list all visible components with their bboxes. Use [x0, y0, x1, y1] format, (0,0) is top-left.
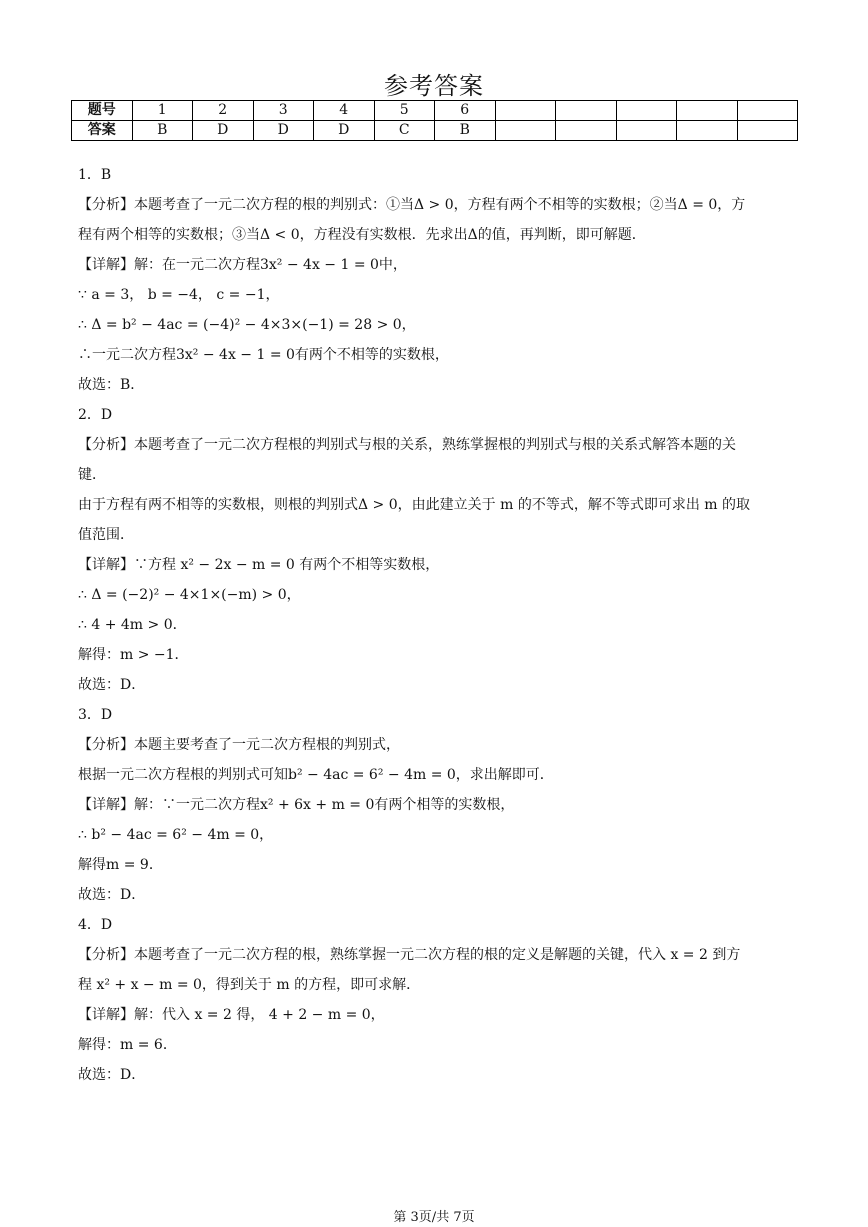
- analysis-text: 值范围．: [78, 527, 134, 543]
- choice-answer: 故选：D．: [78, 887, 146, 903]
- table-cell: 2: [193, 101, 254, 121]
- table-cell: 4: [314, 101, 375, 121]
- analysis-text: 程有两个相等的实数根；③当Δ < 0，方程没有实数根．先求出Δ的值，再判断，即可解题．: [78, 227, 646, 243]
- table-cell: [737, 101, 798, 121]
- table-cell: 1: [132, 101, 193, 121]
- solution-step: 解得m = 9．: [78, 857, 163, 873]
- table-cell: 5: [374, 101, 435, 121]
- question-number: 3．D: [78, 707, 113, 723]
- table-cell: 3: [253, 101, 314, 121]
- table-cell: [616, 121, 677, 141]
- answer-table: [71, 100, 798, 141]
- table-cell: [677, 101, 738, 121]
- solution-step: ∴ 4 + 4m > 0．: [78, 617, 187, 633]
- table-cell: [737, 121, 798, 141]
- table-header-cell: 答案: [72, 121, 133, 141]
- solution-step: ∴ Δ = b² − 4ac = (−4)² − 4×3×(−1) = 28 > 0，: [78, 317, 416, 333]
- table-row-numbers: [72, 101, 798, 121]
- analysis-text: 键．: [78, 467, 106, 483]
- solution-body: [78, 160, 800, 1090]
- table-cell: [556, 121, 617, 141]
- solution-step: 【详解】解：∵一元二次方程x² + 6x + m = 0有两个相等的实数根，: [78, 797, 515, 813]
- solution-step: ∴ Δ = (−2)² − 4×1×(−m) > 0，: [78, 587, 301, 603]
- analysis-text: 【分析】本题考查了一元二次方程根的判别式与根的关系，熟练掌握根的判别式与根的关系式解答本题的关: [78, 437, 736, 453]
- solution-step: 解得：m = 6．: [78, 1037, 177, 1053]
- analysis-text: 【分析】本题主要考查了一元二次方程根的判别式，: [78, 737, 400, 753]
- choice-answer: 故选：D．: [78, 1067, 146, 1083]
- solution-step: ∴一元二次方程3x² − 4x − 1 = 0有两个不相等的实数根，: [78, 347, 449, 363]
- table-cell: D: [314, 121, 375, 141]
- question-number: 4．D: [78, 917, 113, 933]
- solution-step: 【详解】∵方程 x² − 2x − m = 0 有两个不相等实数根，: [78, 557, 440, 573]
- solution-step: 【详解】解：代入 x = 2 得， 4 + 2 − m = 0，: [78, 1007, 385, 1023]
- table-row-answers: [72, 121, 798, 141]
- table-cell: [495, 121, 556, 141]
- analysis-text: 【分析】本题考查了一元二次方程的根的判别式：①当Δ > 0，方程有两个不相等的实数根；②当Δ = 0，方: [78, 197, 746, 213]
- analysis-text: 程 x² + x − m = 0，得到关于 m 的方程，即可求解．: [78, 977, 421, 993]
- table-cell: [677, 121, 738, 141]
- choice-answer: 故选：B．: [78, 377, 145, 393]
- solution-step: 解得：m > −1．: [78, 647, 189, 663]
- table-cell: [495, 101, 556, 121]
- table-cell: B: [132, 121, 193, 141]
- table-cell: D: [193, 121, 254, 141]
- choice-answer: 故选：D．: [78, 677, 146, 693]
- question-number: 1．B: [78, 167, 112, 183]
- analysis-text: 由于方程有两不相等的实数根，则根的判别式Δ > 0，由此建立关于 m 的不等式，解不等式即可求出 m 的取: [78, 497, 750, 513]
- analysis-text: 【分析】本题考查了一元二次方程的根，熟练掌握一元二次方程的根的定义是解题的关键，代入 x = 2 到方: [78, 947, 741, 963]
- analysis-text: 根据一元二次方程根的判别式可知b² − 4ac = 6² − 4m = 0，求出解即可．: [78, 767, 554, 783]
- page-footer: 第 3页/共 7页: [393, 1210, 475, 1225]
- table-cell: 6: [435, 101, 496, 121]
- question-number: 2．D: [78, 407, 113, 423]
- table-cell: D: [253, 121, 314, 141]
- table-cell: B: [435, 121, 496, 141]
- solution-step: ∵ a = 3， b = −4， c = −1，: [78, 287, 280, 303]
- table-cell: [616, 101, 677, 121]
- solution-step: ∴ b² − 4ac = 6² − 4m = 0，: [78, 827, 274, 843]
- table-header-cell: 题号: [72, 101, 133, 121]
- solution-step: 【详解】解：在一元二次方程3x² − 4x − 1 = 0中，: [78, 257, 407, 273]
- table-cell: [556, 101, 617, 121]
- page-title: 参考答案: [384, 72, 484, 100]
- table-cell: C: [374, 121, 435, 141]
